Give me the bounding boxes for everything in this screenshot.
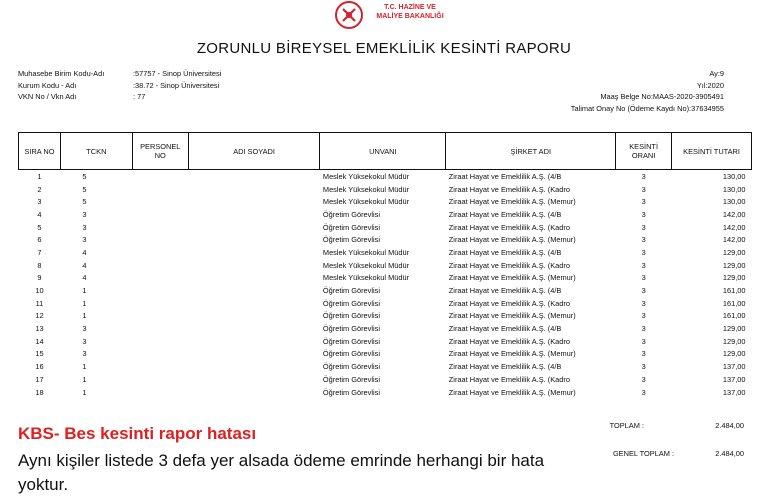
cell-tckn: 5	[82, 171, 87, 181]
cell-sira-no: 4	[37, 209, 42, 219]
cell-adi-soyadi	[188, 259, 320, 272]
table-row	[19, 360, 752, 373]
ministry-line-2: MALİYE BAKANLIĞI	[376, 13, 444, 20]
cell-tckn: 5	[82, 184, 87, 194]
table-row	[19, 272, 752, 285]
cell-kesinti-orani: 3	[641, 286, 646, 296]
table-row	[19, 246, 752, 259]
cell-kesinti-tutari: 129,00	[722, 247, 746, 257]
cell-kesinti-tutari: 137,00	[722, 374, 746, 384]
cell-sirket-adi: Ziraat Hayat ve Emeklilik A.Ş. (Kadro	[448, 336, 570, 346]
cell-kesinti-orani: 3	[641, 235, 646, 245]
meta-right	[571, 68, 724, 114]
cell-tckn: 1	[82, 286, 87, 296]
cell-sirket-adi: Ziraat Hayat ve Emeklilik A.Ş. (4/B	[448, 247, 562, 257]
cell-kesinti-orani: 3	[641, 171, 646, 181]
cell-sira-no: 13	[35, 324, 44, 334]
cell-adi-soyadi	[188, 208, 320, 221]
cell-adi-soyadi	[188, 272, 320, 285]
cell-tckn: 3	[82, 222, 87, 232]
cell-adi-soyadi	[188, 183, 320, 196]
cell-kesinti-orani: 3	[641, 197, 646, 207]
cell-tckn: 1	[82, 311, 87, 321]
cell-personel-no	[132, 221, 188, 234]
table-row	[19, 386, 752, 399]
cell-kesinti-tutari: 130,00	[722, 197, 746, 207]
cell-unvani: Meslek Yüksekokul Müdür	[322, 273, 410, 283]
cell-kesinti-orani: 3	[641, 209, 646, 219]
cell-adi-soyadi	[188, 310, 320, 323]
col-unvani: UNVANI	[320, 133, 446, 170]
cell-unvani: Öğretim Görevlisi	[322, 235, 380, 245]
cell-adi-soyadi	[188, 233, 320, 246]
deduction-table	[18, 132, 752, 398]
cell-sirket-adi: Ziraat Hayat ve Emeklilik A.Ş. (Kadro	[448, 260, 570, 270]
cell-unvani: Öğretim Görevlisi	[322, 362, 380, 372]
cell-adi-soyadi	[188, 246, 320, 259]
cell-personel-no	[132, 386, 188, 399]
cell-adi-soyadi	[188, 297, 320, 310]
col-adi-soyadi: ADI SOYADI	[188, 133, 320, 170]
cell-kesinti-tutari: 137,00	[722, 362, 746, 372]
ministry-name	[370, 3, 450, 21]
col-sira-no: SIRA NO	[19, 133, 61, 170]
cell-kesinti-orani: 3	[641, 336, 646, 346]
cell-sira-no: 5	[37, 222, 42, 232]
meta-label: VKN No / Vkn Adı	[18, 92, 77, 101]
cell-adi-soyadi	[188, 373, 320, 386]
meta-label: Muhasebe Birim Kodu-Adı	[18, 69, 105, 78]
meta-row-vkn	[18, 91, 221, 103]
cell-personel-no	[132, 297, 188, 310]
total-label: TOPLAM :	[609, 421, 644, 430]
cell-kesinti-orani: 3	[641, 362, 646, 372]
cell-unvani: Meslek Yüksekokul Müdür	[322, 260, 410, 270]
col-personel-no: PERSONEL NO	[132, 133, 188, 170]
cell-kesinti-orani: 3	[641, 273, 646, 283]
cell-personel-no	[132, 208, 188, 221]
cell-kesinti-orani: 3	[641, 247, 646, 257]
cell-unvani: Öğretim Görevlisi	[322, 311, 380, 321]
cell-tckn: 1	[82, 298, 87, 308]
cell-kesinti-orani: 3	[641, 298, 646, 308]
cell-sirket-adi: Ziraat Hayat ve Emeklilik A.Ş. (Kadro	[448, 298, 570, 308]
cell-adi-soyadi	[188, 284, 320, 297]
cell-personel-no	[132, 183, 188, 196]
cell-sira-no: 18	[35, 387, 44, 397]
total-value: 2.484,00	[715, 421, 744, 430]
note-title: KBS- Bes kesinti rapor hatası	[18, 424, 257, 443]
cell-unvani: Öğretim Görevlisi	[322, 209, 380, 219]
cell-sirket-adi: Ziraat Hayat ve Emeklilik A.Ş. (4/B	[448, 209, 562, 219]
cell-sirket-adi: Ziraat Hayat ve Emeklilik A.Ş. (Kadro	[448, 222, 570, 232]
cell-sira-no: 3	[37, 197, 42, 207]
cell-kesinti-tutari: 161,00	[722, 311, 746, 321]
cell-adi-soyadi	[188, 170, 320, 183]
cell-personel-no	[132, 233, 188, 246]
table-row	[19, 373, 752, 386]
cell-kesinti-orani: 3	[641, 387, 646, 397]
cell-sirket-adi: Ziraat Hayat ve Emeklilik A.Ş. (Memur)	[448, 235, 576, 245]
table-row	[19, 170, 752, 183]
col-kesinti-tutari: KESİNTİ TUTARI	[672, 133, 752, 170]
cell-kesinti-orani: 3	[641, 311, 646, 321]
cell-adi-soyadi	[188, 221, 320, 234]
cell-kesinti-tutari: 130,00	[722, 184, 746, 194]
col-tckn: TCKN	[60, 133, 132, 170]
cell-sira-no: 16	[35, 362, 44, 372]
cell-unvani: Öğretim Görevlisi	[322, 324, 380, 334]
table-row	[19, 284, 752, 297]
cell-adi-soyadi	[188, 335, 320, 348]
cell-sirket-adi: Ziraat Hayat ve Emeklilik A.Ş. (Memur)	[448, 311, 576, 321]
salary-document-no: Maaş Belge No:MAAS-2020-3905491	[600, 92, 724, 101]
cell-kesinti-tutari: 129,00	[722, 273, 746, 283]
cell-kesinti-tutari: 137,00	[722, 387, 746, 397]
cell-kesinti-orani: 3	[641, 222, 646, 232]
cell-tckn: 3	[82, 235, 87, 245]
cell-adi-soyadi	[188, 360, 320, 373]
cell-unvani: Öğretim Görevlisi	[322, 286, 380, 296]
cell-sirket-adi: Ziraat Hayat ve Emeklilik A.Ş. (4/B	[448, 171, 562, 181]
col-kesinti-orani: KESİNTİ ORANI	[616, 133, 672, 170]
cell-adi-soyadi	[188, 386, 320, 399]
cell-tckn: 4	[82, 273, 87, 283]
cell-tckn: 3	[82, 336, 87, 346]
cell-unvani: Öğretim Görevlisi	[322, 349, 380, 359]
cell-sirket-adi: Ziraat Hayat ve Emeklilik A.Ş. (Memur)	[448, 273, 576, 283]
meta-row-kurum	[18, 80, 221, 92]
meta-value: :38.72 - Sinop Üniversitesi	[133, 80, 220, 90]
cell-unvani: Öğretim Görevlisi	[322, 298, 380, 308]
cell-tckn: 4	[82, 247, 87, 257]
report-title: ZORUNLU BİREYSEL EMEKLİLİK KESİNTİ RAPORU	[196, 40, 572, 57]
cell-sira-no: 15	[35, 349, 44, 359]
meta-row-muhasebe	[18, 68, 221, 80]
cell-tckn: 4	[82, 260, 87, 270]
cell-personel-no	[132, 195, 188, 208]
cell-sira-no: 7	[37, 247, 42, 257]
note-text: Aynı kişiler listede 3 defa yer alsada ödeme emrinde herhangi bir hata yoktur.	[18, 451, 545, 494]
cell-sira-no: 12	[35, 311, 44, 321]
cell-unvani: Meslek Yüksekokul Müdür	[322, 171, 410, 181]
cell-unvani: Öğretim Görevlisi	[322, 374, 380, 384]
ministry-line-1: T.C. HAZİNE VE	[384, 4, 436, 11]
cell-sirket-adi: Ziraat Hayat ve Emeklilik A.Ş. (Kadro	[448, 374, 570, 384]
cell-adi-soyadi	[188, 195, 320, 208]
table-row	[19, 195, 752, 208]
cell-sirket-adi: Ziraat Hayat ve Emeklilik A.Ş. (Memur)	[448, 387, 576, 397]
cell-tckn: 1	[82, 387, 87, 397]
cell-personel-no	[132, 272, 188, 285]
cell-unvani: Meslek Yüksekokul Müdür	[322, 197, 410, 207]
meta-value: :57757 - Sinop Üniversitesi	[133, 69, 222, 78]
cell-unvani: Meslek Yüksekokul Müdür	[322, 247, 410, 257]
cell-tckn: 3	[82, 349, 87, 359]
cell-personel-no	[132, 284, 188, 297]
cell-kesinti-orani: 3	[641, 349, 646, 359]
cell-sira-no: 10	[35, 286, 44, 296]
col-sirket-adi: ŞİRKET ADI	[446, 133, 616, 170]
table-row	[19, 310, 752, 323]
cell-sira-no: 1	[37, 171, 42, 181]
cell-personel-no	[132, 360, 188, 373]
cell-sirket-adi: Ziraat Hayat ve Emeklilik A.Ş. (4/B	[448, 324, 562, 334]
table-row	[19, 259, 752, 272]
cell-tckn: 3	[82, 209, 87, 219]
cell-sira-no: 9	[37, 273, 42, 283]
cell-sirket-adi: Ziraat Hayat ve Emeklilik A.Ş. (Kadro	[448, 184, 570, 194]
ministry-logo	[334, 0, 364, 30]
cell-unvani: Öğretim Görevlisi	[322, 336, 380, 346]
table-row	[19, 233, 752, 246]
table-row	[19, 297, 752, 310]
cell-sira-no: 17	[35, 374, 44, 384]
meta-left	[18, 68, 221, 103]
year: Yıl:2020	[696, 80, 724, 90]
cell-sirket-adi: Ziraat Hayat ve Emeklilik A.Ş. (Memur)	[448, 349, 576, 359]
month: Ay:9	[709, 69, 724, 78]
cell-kesinti-tutari: 129,00	[722, 336, 746, 346]
cell-sira-no: 2	[37, 184, 42, 194]
cell-kesinti-tutari: 142,00	[722, 209, 746, 219]
table-row	[19, 322, 752, 335]
cell-tckn: 1	[82, 374, 87, 384]
cell-personel-no	[132, 259, 188, 272]
cell-personel-no	[132, 348, 188, 361]
cell-kesinti-tutari: 130,00	[722, 171, 746, 181]
cell-tckn: 1	[82, 362, 87, 372]
table-row	[19, 183, 752, 196]
cell-kesinti-orani: 3	[641, 374, 646, 384]
cell-kesinti-tutari: 129,00	[722, 260, 746, 270]
meta-value: : 77	[133, 92, 146, 101]
cell-kesinti-tutari: 142,00	[722, 222, 746, 232]
cell-sira-no: 11	[35, 298, 44, 308]
cell-kesinti-orani: 3	[641, 324, 646, 334]
cell-sirket-adi: Ziraat Hayat ve Emeklilik A.Ş. (4/B	[448, 362, 562, 372]
cell-sirket-adi: Ziraat Hayat ve Emeklilik A.Ş. (Memur)	[448, 197, 576, 207]
cell-adi-soyadi	[188, 322, 320, 335]
grand-total-label: GENEL TOPLAM :	[612, 449, 674, 458]
cell-tckn: 3	[82, 324, 87, 334]
table-row	[19, 221, 752, 234]
order-approval-no: Talimat Onay No (Ödeme Kaydı No):37634955	[570, 103, 724, 113]
cell-personel-no	[132, 246, 188, 259]
table-header-row	[19, 133, 752, 170]
cell-kesinti-orani: 3	[641, 260, 646, 270]
cell-kesinti-tutari: 142,00	[722, 235, 746, 245]
cell-kesinti-tutari: 129,00	[722, 349, 746, 359]
table-row	[19, 208, 752, 221]
cell-adi-soyadi	[188, 348, 320, 361]
cell-sira-no: 8	[37, 260, 42, 270]
cell-unvani: Meslek Yüksekokul Müdür	[322, 184, 410, 194]
grand-total-value: 2.484,00	[715, 449, 744, 458]
cell-sirket-adi: Ziraat Hayat ve Emeklilik A.Ş. (4/B	[448, 286, 562, 296]
cell-personel-no	[132, 335, 188, 348]
cell-unvani: Öğretim Görevlisi	[322, 387, 380, 397]
table-row	[19, 348, 752, 361]
cell-kesinti-orani: 3	[641, 184, 646, 194]
cell-personel-no	[132, 373, 188, 386]
cell-unvani: Öğretim Görevlisi	[322, 222, 380, 232]
cell-tckn: 5	[82, 197, 87, 207]
cell-personel-no	[132, 322, 188, 335]
cell-sira-no: 14	[35, 336, 44, 346]
meta-label: Kurum Kodu - Adı	[18, 80, 77, 90]
cell-personel-no	[132, 310, 188, 323]
cell-kesinti-tutari: 161,00	[722, 298, 746, 308]
table-row	[19, 335, 752, 348]
cell-kesinti-tutari: 129,00	[722, 324, 746, 334]
cell-kesinti-tutari: 161,00	[722, 286, 746, 296]
cell-sira-no: 6	[37, 235, 42, 245]
cell-personel-no	[132, 170, 188, 183]
